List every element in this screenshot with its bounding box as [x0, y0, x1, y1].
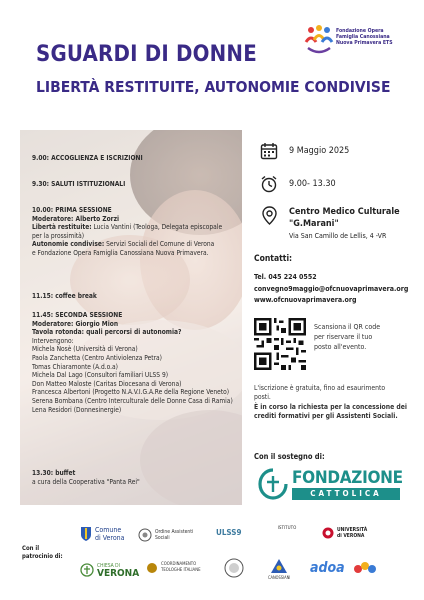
logo-teologhe: COORDINAMENTO TEOLOGHE ITALIANE — [146, 562, 205, 574]
buffet-item: 13.30: buffet a cura della Cooperativa "Panta Rei" — [32, 469, 140, 486]
logo-line: Fondazione Opera — [336, 28, 384, 34]
registration-info: L'iscrizione è gratuita, fino ad esaurimento posti. È in corso la richiesta per la concessione dei crediti formativi per gli Assistenti Sociali. — [254, 384, 407, 421]
cattolica-text: CATTOLICA — [292, 488, 400, 500]
family-logo-icon — [302, 22, 336, 56]
contacts-list — [254, 272, 408, 307]
seal-icon — [224, 558, 244, 578]
event-date: 9 Maggio 2025 — [289, 146, 350, 156]
alarm-clock-icon — [260, 175, 278, 193]
email-link[interactable]: convegno9maggio@ofcnuovaprimavera.org — [254, 284, 409, 293]
contacts-title: Contatti: — [254, 254, 293, 264]
church-icon — [80, 563, 94, 577]
logo-istituto: ISTITUTO — [277, 526, 297, 531]
speaker-item: Lena Residori (Donnesinergie) — [32, 405, 122, 414]
website-link[interactable]: www.ofcnuovaprimavera.org — [254, 296, 357, 304]
logo-ulss9: ULSS9 — [216, 528, 242, 537]
moderator: Moderatore: Giorgio Mion — [32, 319, 119, 328]
speaker-item: Francesca Albertoni (Progetto N.A.V.I.G.A.Re della Regione Veneto) — [32, 388, 230, 397]
fondazione-text: FONDAZIONE — [292, 468, 403, 488]
logo-ordine-assistenti: Ordine Assistenti Sociali — [138, 528, 195, 542]
teologhe-icon — [146, 562, 158, 574]
shield-icon — [80, 526, 92, 542]
logo-line: Nuova Primavera ETS — [336, 40, 393, 47]
greetings-item: 9.30: SALUTI ISTITUZIONALI — [32, 180, 126, 188]
venue-address: Via San Camillo de Lellis, 4 -VR — [289, 232, 387, 240]
round-table: Tavola rotonda: quali percorsi di autonomia? — [32, 328, 182, 337]
autonomie-text-2: e Fondazione Opera Famiglia Canossiana Nuova Primavera. — [32, 248, 209, 257]
speaker-item: Serena Bombana (Centro Interculturale delle Donne Casa di Ramia) — [32, 396, 233, 405]
program-panel — [20, 130, 242, 505]
university-seal-icon — [322, 526, 334, 540]
session-title: 11.45: SECONDA SESSIONE — [32, 311, 123, 319]
speakers-label: Intervengono: — [32, 336, 74, 345]
coffee-item: 11.15: coffee break — [32, 292, 97, 300]
libertà-text: Libertà restituite: Lucia Vantini (Teologa, Delegata episcopale — [32, 223, 223, 232]
logo-comune-verona: Comune di Verona — [80, 526, 125, 542]
logo-chiesa-verona: CHIESA DI VERONA — [80, 562, 139, 578]
main-title: SGUARDI DI DONNE — [36, 42, 257, 67]
venue-name: Centro Medico Culturale — [289, 207, 400, 217]
subtitle: LIBERTÀ RESTITUITE, AUTONOMIE CONDIVISE — [36, 78, 391, 96]
libertà-text-2: per la prossimità) — [32, 231, 85, 240]
calendar-icon — [260, 142, 278, 160]
phone: Tel. 045 224 0552 — [254, 273, 317, 281]
second-session — [32, 311, 237, 414]
ordine-seal-icon — [138, 528, 152, 542]
moderator: Moderatore: Alberto Zorzi — [32, 214, 120, 223]
logo-misc — [352, 560, 378, 578]
speaker-item: Michela Nosè (Università di Verona) — [32, 345, 138, 354]
patronage-label: Con il patrocinio di: — [22, 545, 63, 560]
support-label: Con il sostegno di: — [254, 452, 325, 461]
session-title: 10.00: PRIMA SESSIONE — [32, 206, 112, 214]
speaker-item: Tomas Chiaramonte (A.d.o.a) — [32, 362, 118, 371]
speaker-item: Paola Zanchetta (Centro Antiviolenza Petra) — [32, 353, 162, 362]
welcome-item: 9.00: ACCOGLIENZA E ISCRIZIONI — [32, 154, 143, 162]
qr-code[interactable] — [254, 318, 306, 370]
speaker-item: Michela Dal Lago (Consultori familiari ULSS 9) — [32, 371, 169, 380]
logo-adoa: adoa — [310, 560, 345, 576]
logo-line: Famiglia Canossiana — [336, 34, 390, 41]
autonomie-text: Autonomie condivise: Servizi Sociali del Comune di Verona — [32, 240, 215, 249]
canossiani-icon — [270, 558, 288, 574]
rainbow-icon — [352, 560, 378, 578]
fondazione-cattolica-logo — [258, 468, 408, 502]
foundation-logo — [302, 22, 420, 62]
logo-univr: UNIVERSITÀ di VERONA — [322, 526, 367, 540]
logo-diocese-seal — [224, 558, 244, 578]
venue-name-2: "G.Marani" — [289, 219, 339, 229]
cattolica-emblem-icon — [258, 468, 288, 500]
first-session — [32, 206, 232, 258]
location-pin-icon — [262, 206, 277, 225]
speaker-item: Don Matteo Maloste (Caritas Diocesana di Verona) — [32, 379, 182, 388]
event-time: 9.00- 13.30 — [289, 179, 336, 189]
logo-canossiani: CANOSSIANI — [268, 558, 290, 581]
qr-instructions: Scansiona il QR code per riservare il tuo posto all'evento. — [314, 323, 381, 351]
